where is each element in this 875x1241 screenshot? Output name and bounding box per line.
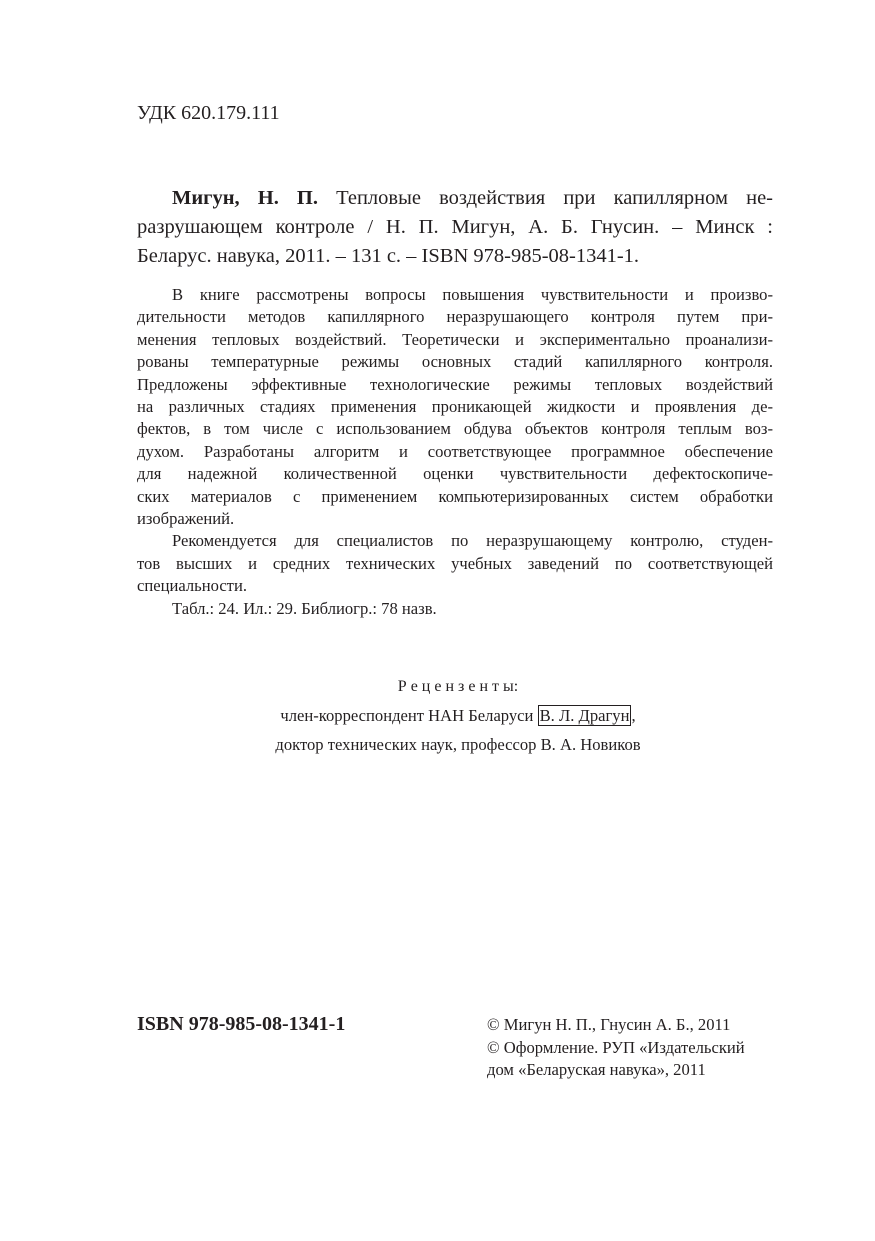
copyright-line: дом «Беларуская навука», 2011 [487, 1060, 706, 1079]
bibliography-line: Беларус. навука, 2011. – 131 с. – ISBN 978-985-08-1341-1. [137, 245, 640, 267]
bibliography-line: Мигун, Н. П. Тепловые воздействия при капиллярном не- [172, 187, 773, 209]
abstract-line: на различных стадиях применения проникающей жидкости и проявления де- [137, 397, 773, 416]
abstract-line: тов высших и средних технических учебных заведений по соответствующей [137, 553, 773, 573]
abstract-line: ских материалов с применением компьютеризированных систем обработки [137, 486, 773, 506]
abstract-line: изображений. [137, 509, 235, 528]
abstract-line: менения тепловых воздействий. Теоретически и экспериментально проанализи- [137, 329, 773, 349]
isbn: ISBN 978-985-08-1341-1 [137, 1013, 346, 1035]
copyright-line: © Оформление. РУП «Издательский [487, 1038, 745, 1057]
udk-code: УДК 620.179.111 [137, 102, 280, 124]
abstract-line: для надежной количественной оценки чувствительности дефектоскопиче- [137, 464, 773, 484]
abstract-line: рованы температурные режимы основных стадий капиллярного контроля. [137, 352, 773, 372]
abstract-line: фектов, в том числе с использованием обдува объектов контроля теплым воз- [137, 419, 773, 439]
reviewers-heading: Р е ц е н з е н т ы: [397, 678, 519, 695]
abstract-line: Табл.: 24. Ил.: 29. Библиогр.: 78 назв. [172, 598, 437, 618]
abstract-line: Рекомендуется для специалистов по неразрушающему контролю, студен- [172, 531, 773, 551]
copyright-line: © Мигун Н. П., Гнусин А. Б., 2011 [487, 1015, 731, 1034]
abstract-line: духом. Разработаны алгоритм и соответствующее программное обеспечение [137, 441, 773, 461]
reviewer-1: член-корреспондент НАН Беларуси В. Л. Драгун , [280, 706, 636, 725]
reviewer-2: доктор технических наук, профессор В. А. Новиков [275, 735, 641, 754]
reviewer-name-boxed: В. Л. Драгун [539, 706, 630, 725]
author-name: Мигун, Н. П. [172, 187, 319, 209]
bibliography-line: разрушающем контроле / Н. П. Мигун, А. Б. Гнусин. – Минск : [137, 216, 773, 238]
abstract-line: специальности. [137, 576, 247, 596]
abstract-line: В книге рассмотрены вопросы повышения чувствительности и произво- [172, 285, 773, 304]
abstract-line: дительности методов капиллярного неразрушающего контроля путем при- [137, 307, 773, 327]
abstract-line: Предложены эффективные технологические режимы тепловых воздействий [137, 374, 773, 394]
